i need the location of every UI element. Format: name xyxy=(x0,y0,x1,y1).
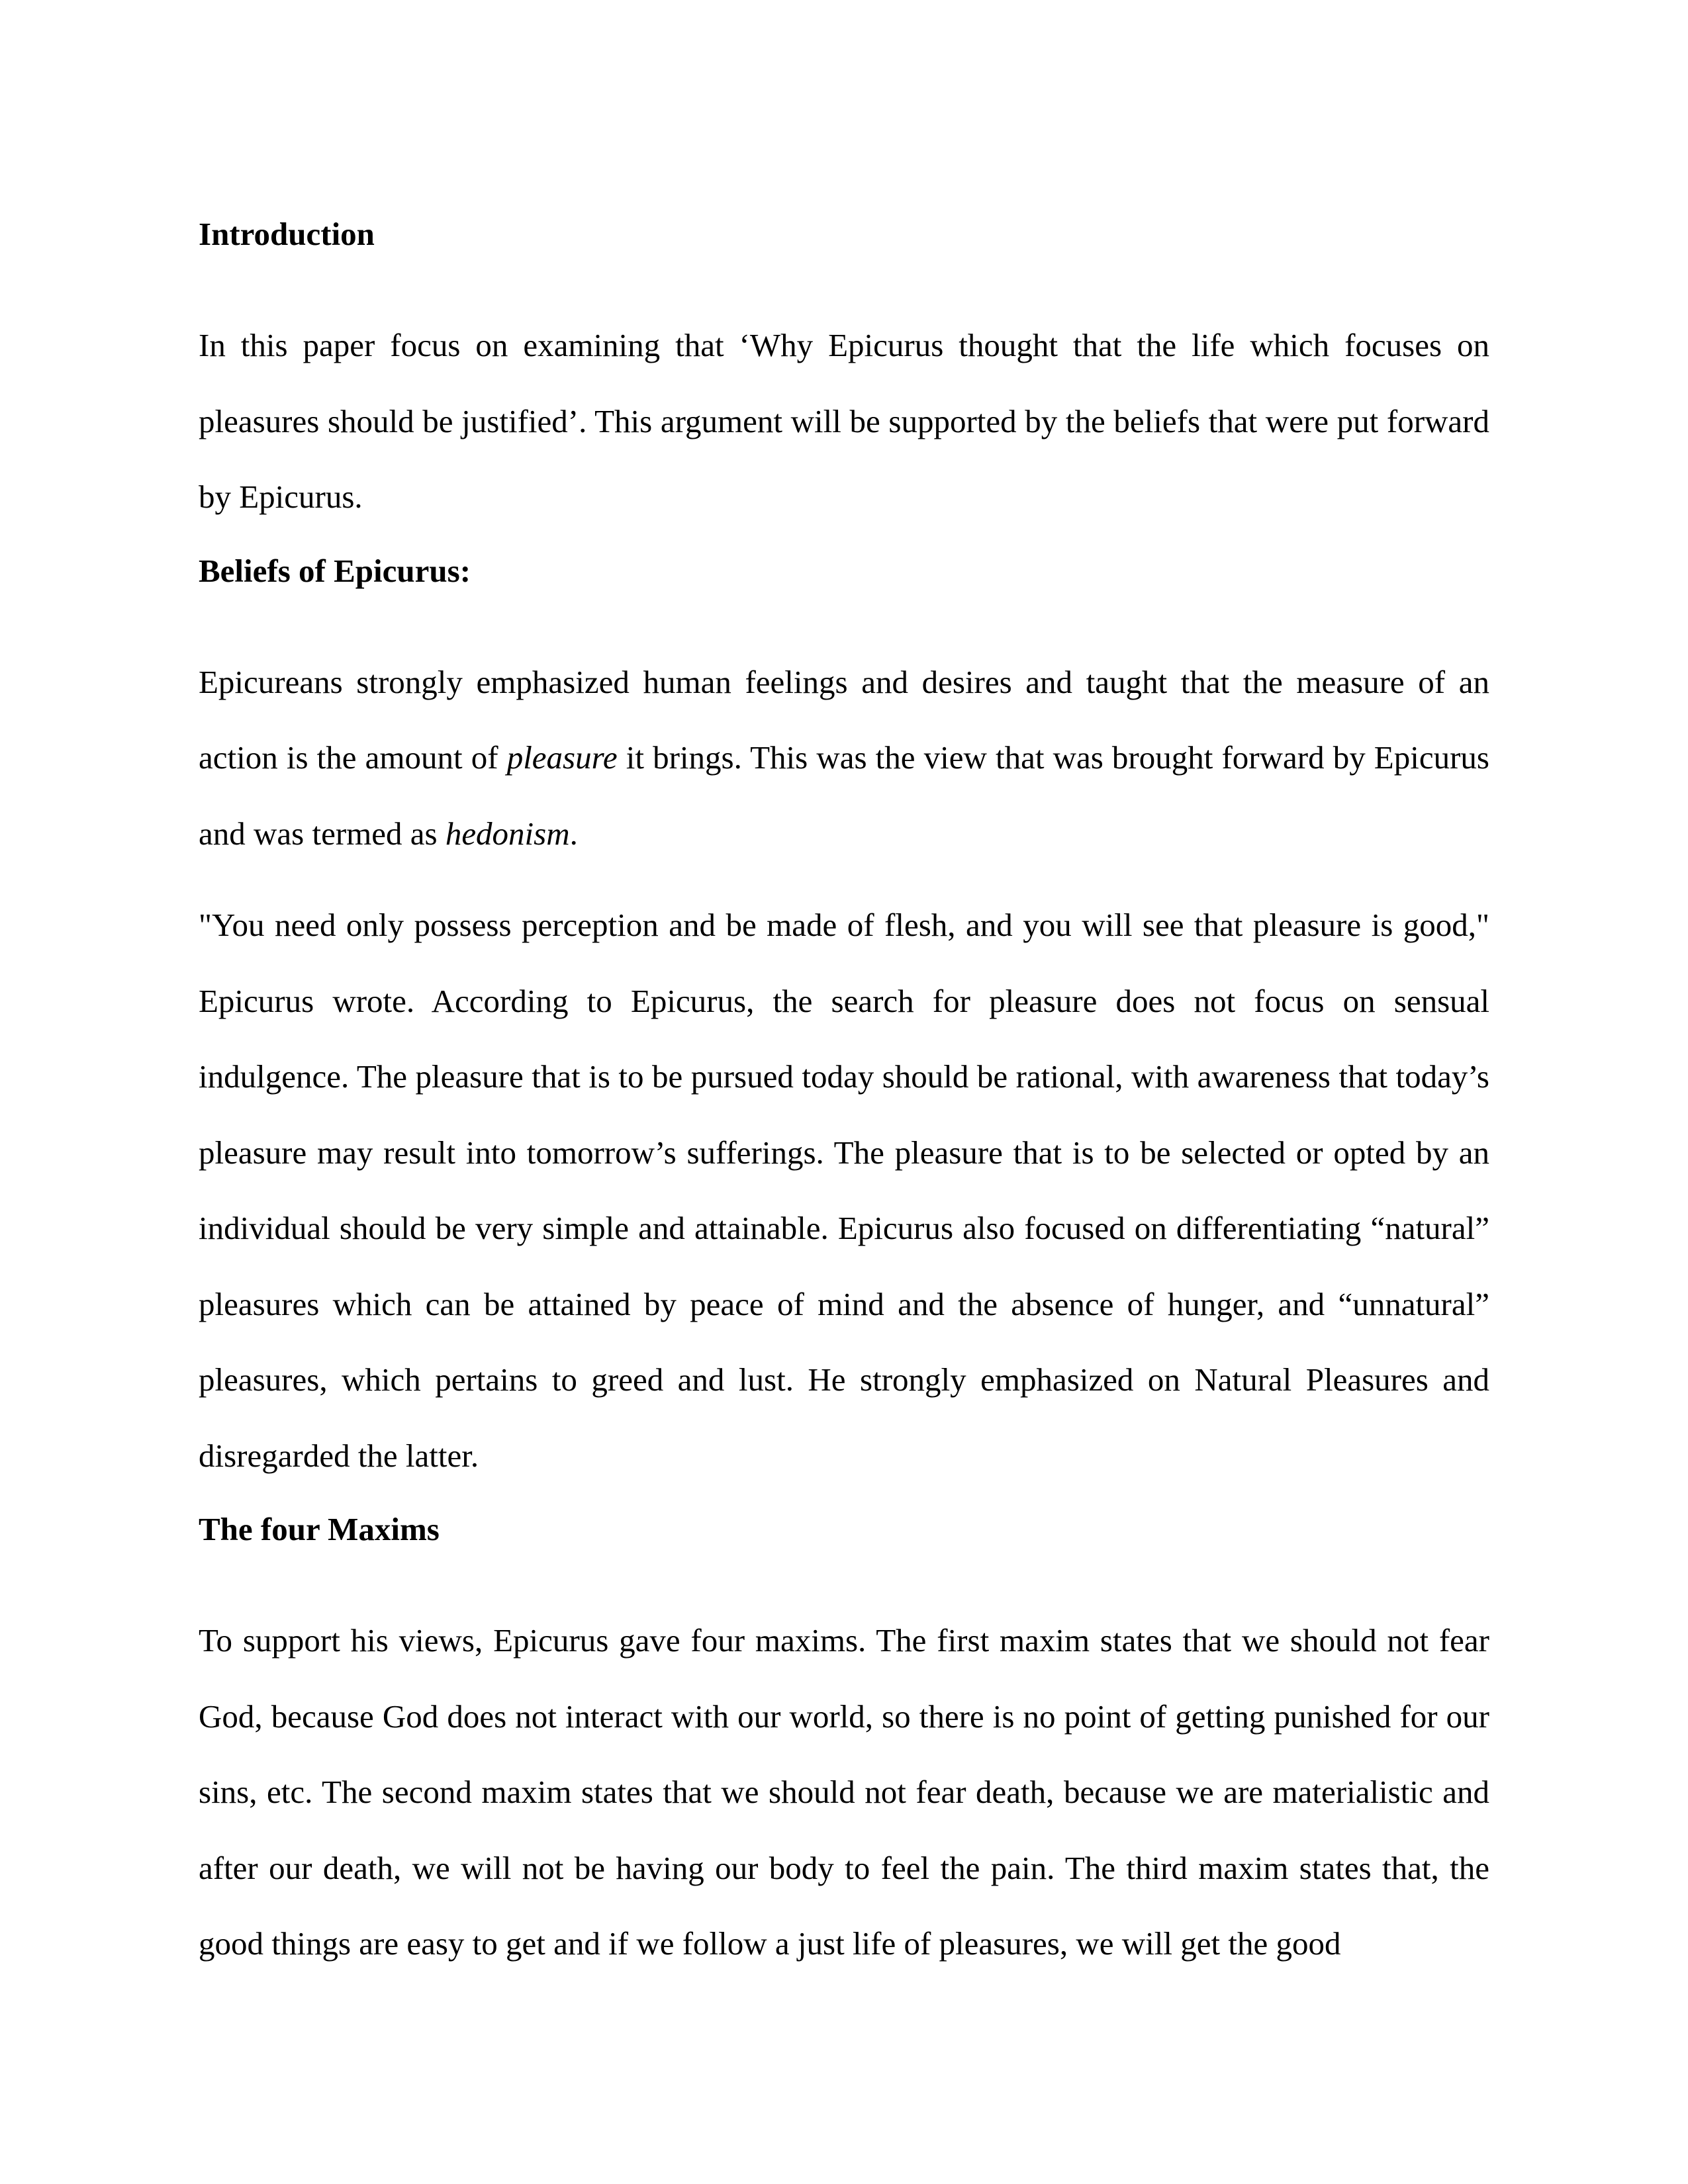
paragraph-text: Epicureans strongly emphasized human feelings and desires and taught that the measure of an action is the amount of xyxy=(199,663,1489,776)
paragraph-text: "You need only possess perception and be made of flesh, and you will see that pleasure is good," Epicurus wrote. According to Epicurus, the search for pleasure does not focus on sensual indulgence. The pleasure that is to be pursued today should be rational, with awareness that today’s pleasure may result into tomorrow’s sufferings. The pleasure that is to be selected or opted by an individual should be very simple and attainable. Epicurus also focused on differentiating “natural” pleasures which can be attained by peace of mind and the absence of hunger, and “unnatural” pleasures, which pertains to greed and lust. He strongly emphasized on Natural Pleasures and disregarded the latter. xyxy=(199,907,1489,1474)
emphasis-hedonism: hedonism xyxy=(445,815,570,852)
paragraph-epicurus-quote xyxy=(199,887,1489,1494)
section-heading-beliefs: Beliefs of Epicurus: xyxy=(199,552,471,589)
document-body xyxy=(199,214,1489,1998)
paragraph-hedonism xyxy=(199,645,1489,872)
paragraph-four-maxims xyxy=(199,1603,1489,1982)
paragraph-text: To support his views, Epicurus gave four maxims. The first maxim states that we should not fear God, because God does not interact with our world, so there is no point of getting punished for our sins, etc. The second maxim states that we should not fear death, because we are materialistic and after our death, we will not be having our body to feel the pain. The third maxim states that, the good things are easy to get and if we follow a just life of pleasures, we will get the good xyxy=(199,1622,1489,1962)
paragraph-text: . xyxy=(569,815,578,852)
paragraph-introduction xyxy=(199,308,1489,535)
paragraph-text: In this paper focus on examining that ‘Why Epicurus thought that the life which focuses on pleasures should be justified’. This argument will be supported by the beliefs that were put forward by Epicurus. xyxy=(199,327,1489,515)
emphasis-pleasure: pleasure xyxy=(506,739,618,776)
section-heading-four-maxims: The four Maxims xyxy=(199,1511,440,1547)
section-heading-introduction: Introduction xyxy=(199,216,375,252)
paragraph-text: it brings. This was the view that was brought forward by Epicurus and was termed as xyxy=(199,739,1489,852)
